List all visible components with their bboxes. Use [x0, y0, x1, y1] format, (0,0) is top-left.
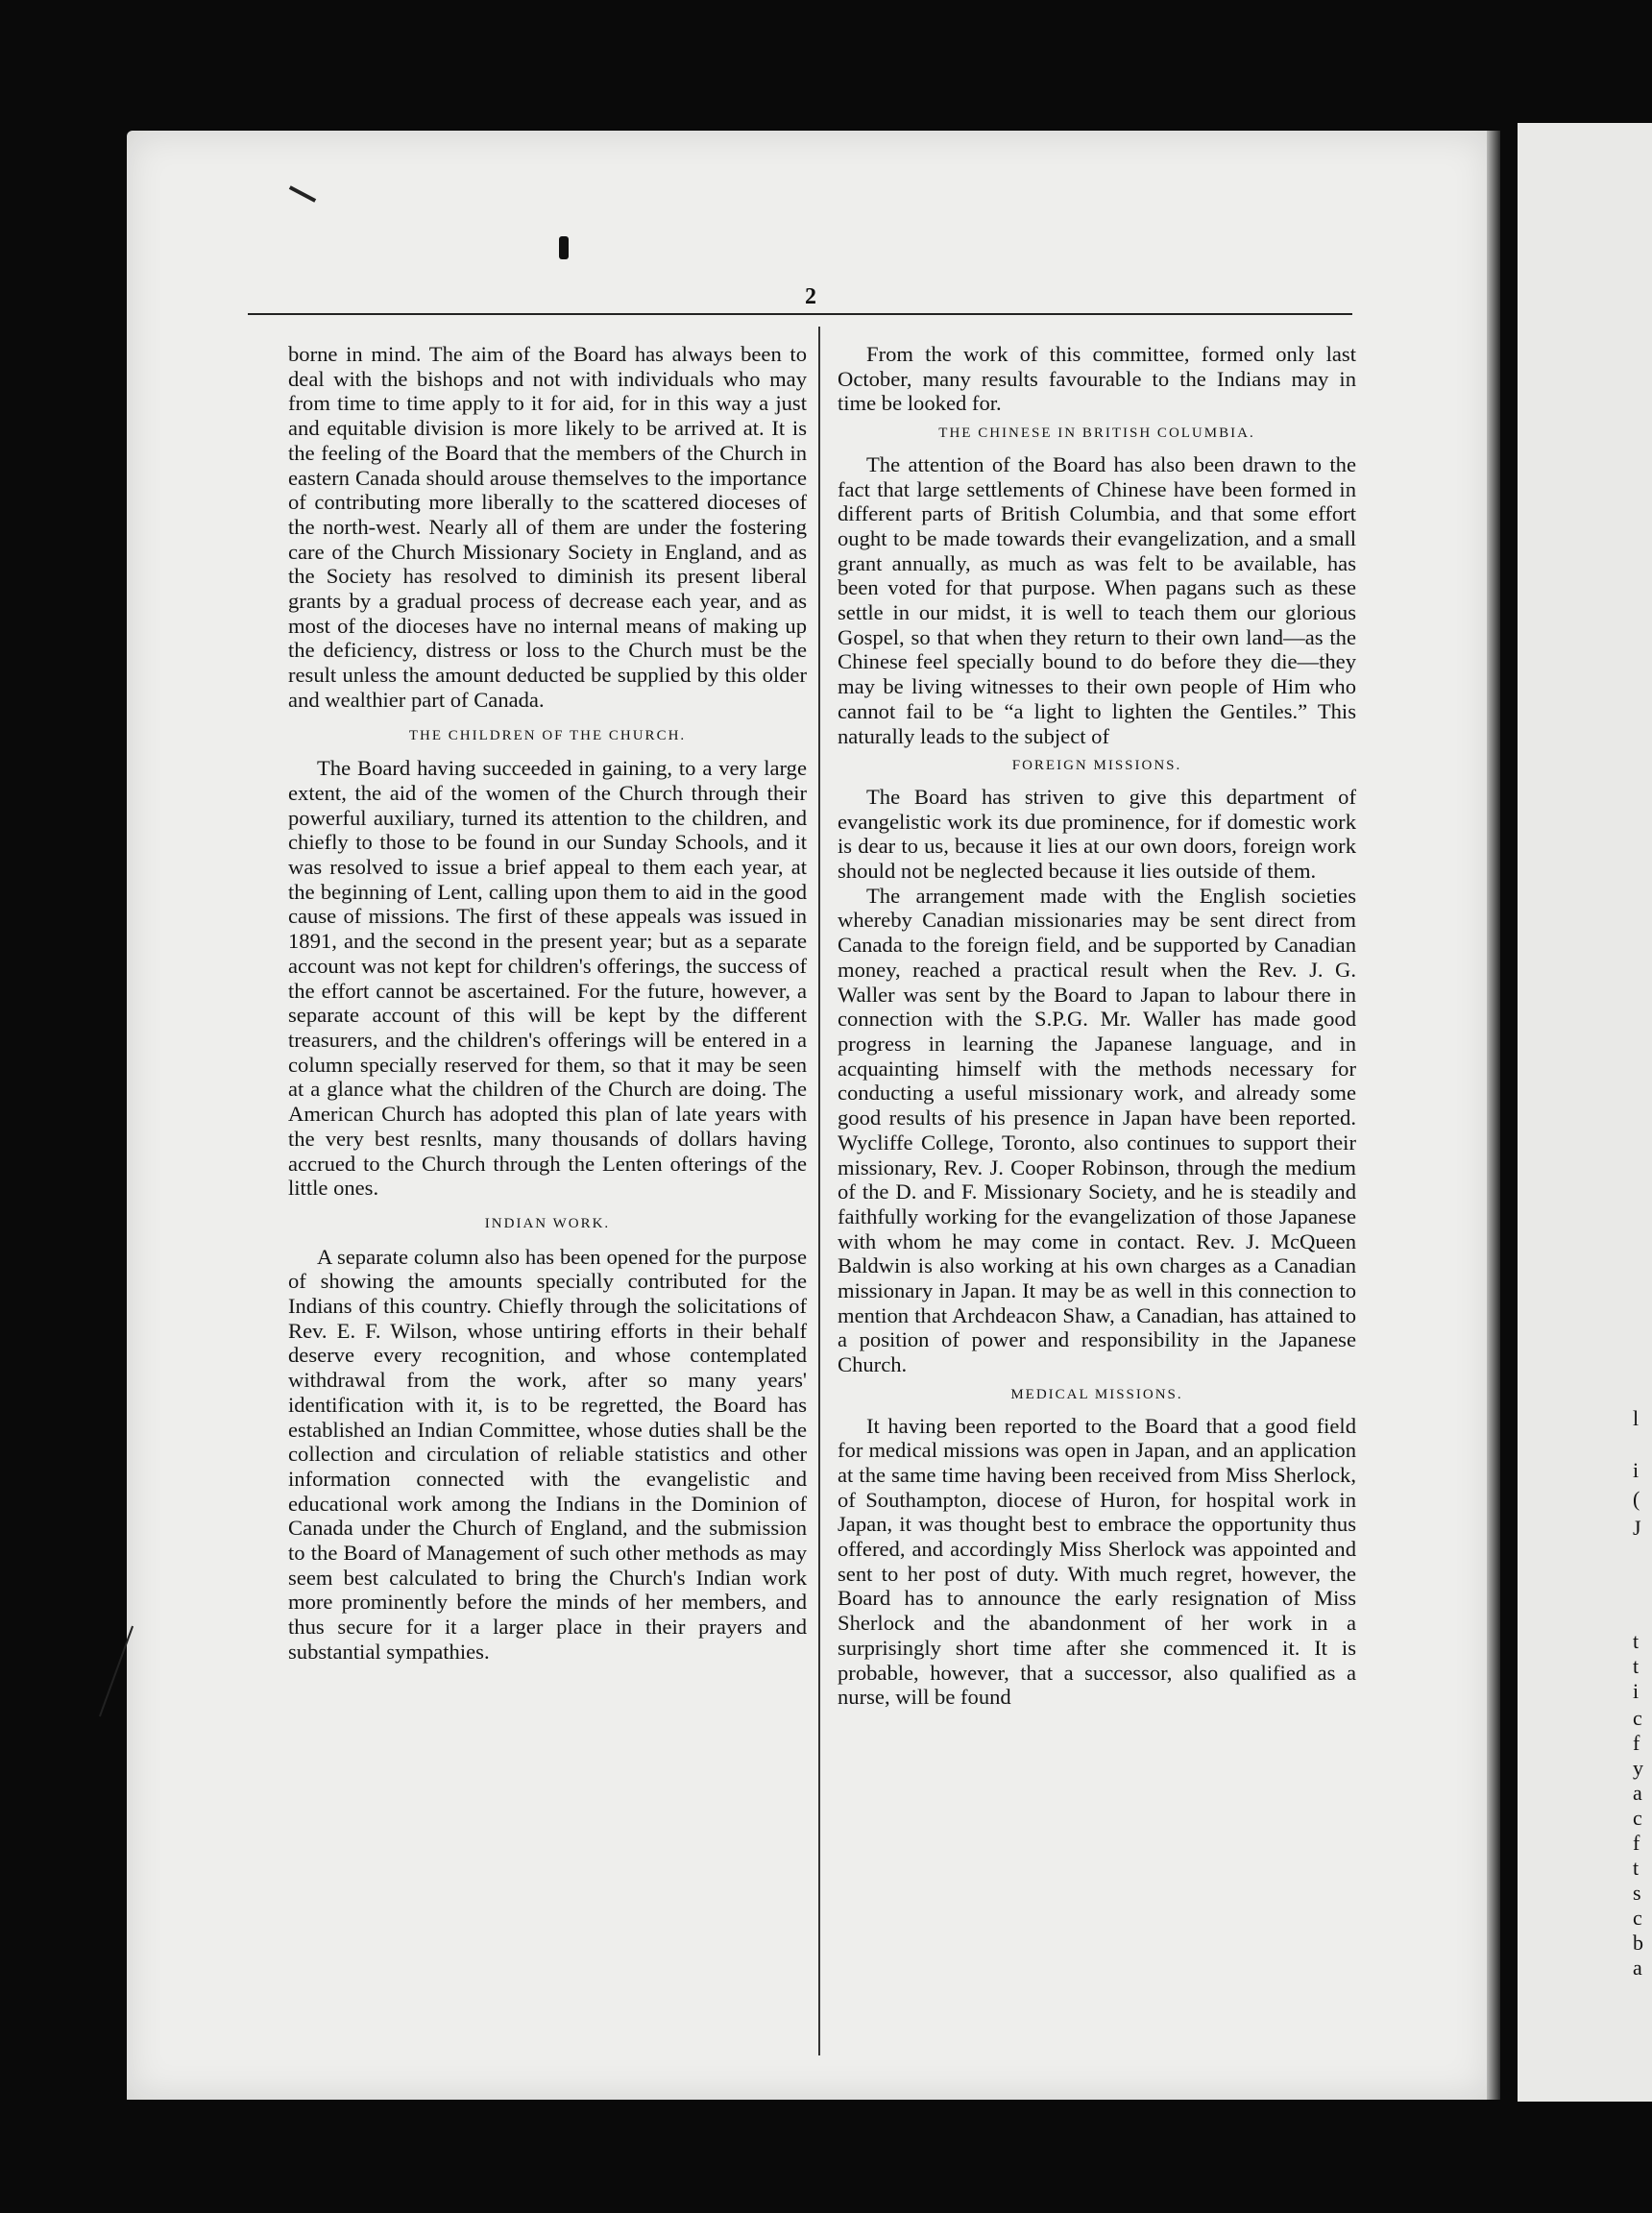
adjacent-page-letter: ( [1633, 1487, 1640, 1511]
adjacent-page [1518, 123, 1652, 2102]
paragraph: The Board has striven to give this department of evangelistic work its due prominence, for if domestic work is dear to us, because it lies at our own doors, foreign work should not be neglected because it lies outside of them. [838, 784, 1356, 884]
paragraph: borne in mind. The aim of the Board has always been to deal with the bishops and not with individuals who may from time to time apply to it for aid, for in this way a just and equitable division is more likely to be arrived at. It is the feeling of the Board that the members of the Church in eastern Canada should arouse themselves to the importance of contributing more liberally to the scattered dioceses of the north-west. Nearly all of them are under the fostering care of the Church Missionary Society in England, and as the Society has resolved to diminish its present liberal grants by a gradual process of decrease each year, and as most of the dioceses have no internal means of making up the deficiency, distress or loss to the Church must be the result unless the amount deducted be supplied by this older and wealthier part of Canada. [288, 342, 807, 712]
left-column [288, 342, 807, 1665]
adjacent-page-letter: t [1633, 1654, 1640, 1678]
adjacent-page-letter: t [1633, 1629, 1640, 1653]
page-number: 2 [805, 284, 816, 309]
section-heading: THE CHILDREN OF THE CHURCH. [408, 727, 687, 743]
adjacent-page-letter: y [1633, 1756, 1643, 1780]
paragraph: The attention of the Board has also been drawn to the fact that large settlements of Chinese have been formed in different parts of British Columbia, and that some effort ought to be made towards their evangelization, and a small grant annually, as much as was felt to be available, has been voted for that purpose. When pagans such as these settle in our midst, it is well to teach them our glorious Gospel, so that when they return to their own land—as the Chinese feel specially bound to do before they die—they may be living witnesses to their own people of Him who cannot fail to be “a light to lighten the Gentiles.” This naturally leads to the subject of [838, 451, 1356, 748]
paragraph: From the work of this committee, formed only last October, many results favourable to the Indians may in time be looked for. [838, 342, 1356, 416]
section-heading: INDIAN WORK. [484, 1215, 611, 1231]
ink-blot [559, 236, 569, 259]
paragraph: The arrangement made with the English societies whereby Canadian missionaries may be sent direct from Canada to the foreign field, and be supported by Canadian money, reached a practical result when the Rev. J. G. Waller was sent by the Board to Japan to labour there in connection with the S.P.G. Mr. Waller has made good progress in learning the Japanese language, and in acquainting himself with the methods necessary for conducting a useful missionary work, and already some good results of his presence in Japan have been reported. Wycliffe College, Toronto, also continues to support their missionary, Rev. J. Cooper Robinson, through the medium of the D. and F. Missionary Society, and he is steadily and faithfully working for the evangelization of those Japanese with whom he may come in contact. Rev. J. McQueen Baldwin is also working at his own charges as a Canadian missionary in Japan. It may be as well in this connection to mention that Archdeacon Shaw, a Canadian, has attained to a position of power and responsibility in the Japanese Church. [838, 883, 1356, 1377]
adjacent-page-letter: f [1633, 1831, 1640, 1855]
section-heading: THE CHINESE IN BRITISH COLUMBIA. [938, 426, 1255, 442]
section-heading: FOREIGN MISSIONS. [1011, 758, 1182, 774]
adjacent-page-letter: a [1633, 1781, 1642, 1805]
adjacent-page-letter: l [1633, 1406, 1640, 1430]
adjacent-page-letter: t [1633, 1856, 1640, 1880]
adjacent-page-letter: c [1633, 1806, 1642, 1830]
adjacent-page-letter: i [1633, 1679, 1640, 1703]
page-edge-shadow [1487, 131, 1500, 2100]
header-rule [248, 313, 1352, 315]
section-heading: MEDICAL MISSIONS. [1010, 1386, 1183, 1402]
paragraph: A separate column also has been opened for the purpose of showing the amounts specially contributed for the Indians of this country. Chiefly through the solicitations of Rev. E. F. Wilson, whose untiring efforts in their behalf deserve every recognition, and whose contemplated withdrawal from the work, after so many years' identification with it, is to be regretted, the Board has established an Indian Committee, whose duties shall be the collection and circulation of reliable statistics and other information connected with the evangelistic and educational work among the Indians in the Dominion of Canada under the Church of England, and the submission to the Board of Management of such other methods as may seem best calculated to bring the Church's Indian work more prominently before the minds of her members, and thus secure for it a larger place in their prayers and substantial sympathies. [288, 1244, 807, 1664]
adjacent-page-letter: i [1633, 1458, 1640, 1482]
paragraph: The Board having succeeded in gaining, to a very large extent, the aid of the women of the Church through their powerful auxiliary, turned its attention to the children, and chiefly to those to be found in our Sunday Schools, and it was resolved to issue a brief appeal to them each year, at the beginning of Lent, calling upon them to aid in the good cause of missions. The first of these appeals was issued in 1891, and the second in the present year; but as a separate account was not kept for children's offerings, the success of the effort cannot be ascertained. For the future, however, a separate account of this will be kept by the different treasurers, and the children's offerings will be entered in a column specially reserved for them, so that it may be seen at a glance what the children of the Church are doing. The American Church has adopted this plan of late years with the very best resnlts, many thousands of dollars having accrued to the Church through the Lenten ofterings of the little ones. [288, 756, 807, 1201]
adjacent-page-letter: a [1633, 1956, 1642, 1980]
adjacent-page-letter: b [1633, 1931, 1643, 1955]
right-column [838, 342, 1356, 1710]
adjacent-page-letter: c [1633, 1906, 1642, 1930]
adjacent-page-letter: s [1633, 1881, 1641, 1905]
adjacent-page-letter: f [1633, 1731, 1640, 1755]
column-divider [818, 327, 820, 2055]
adjacent-page-letter: J [1633, 1516, 1641, 1540]
adjacent-page-letter: c [1633, 1706, 1642, 1730]
paragraph: It having been reported to the Board that a good field for medical missions was open in Japan, and an application at the same time having been received from Miss Sherlock, of Southampton, diocese of Huron, for hospital work in Japan, it was thought best to embrace the opportunity thus offered, and accordingly Miss Sherlock was appointed and sent to her post of duty. With much regret, however, the Board has to announce the early resignation of Miss Sherlock and the abandonment of her work in a surprisingly short time after she commenced it. It is probable, however, that a successor, also qualified as a nurse, will be found [838, 1413, 1356, 1710]
